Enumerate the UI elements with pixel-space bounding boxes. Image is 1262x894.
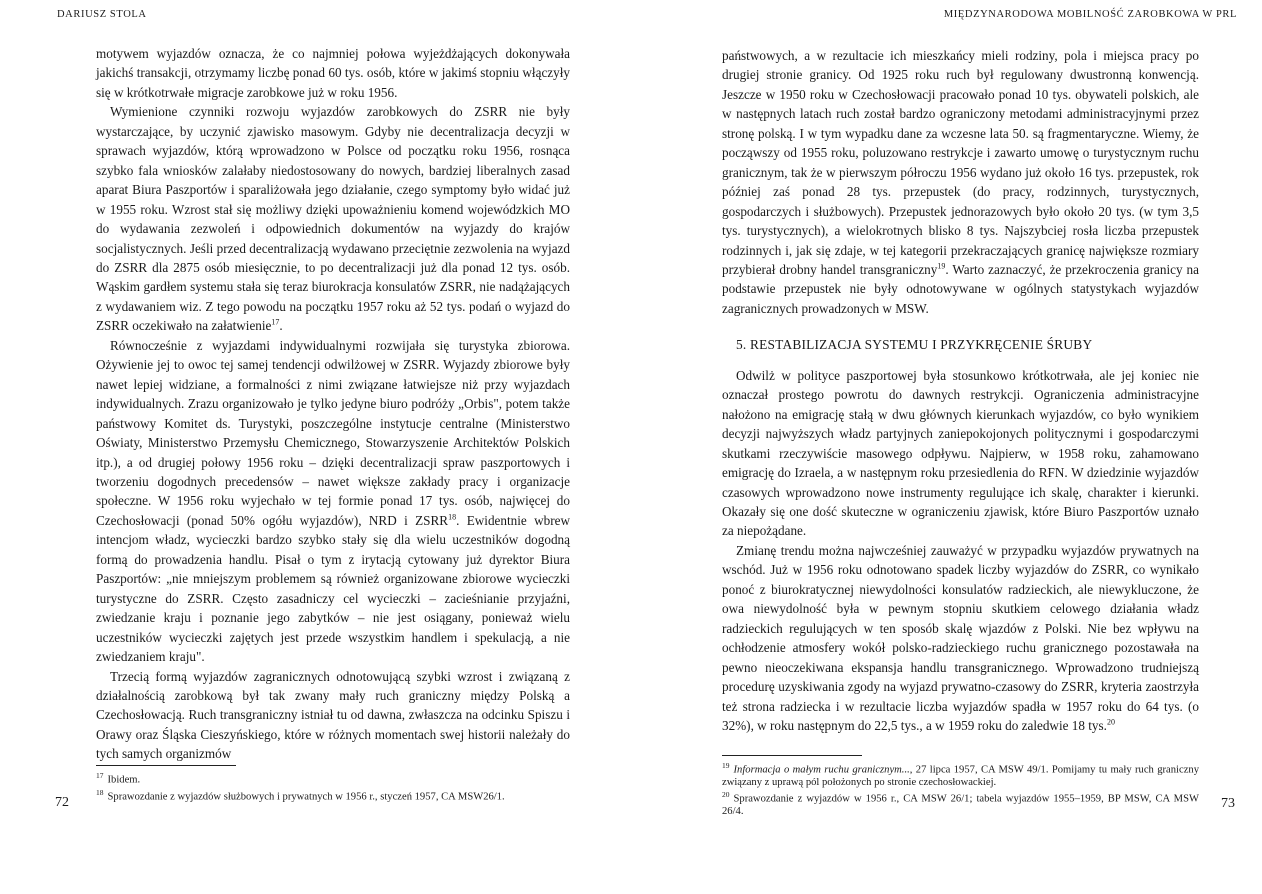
footnote-rule [96, 765, 236, 766]
footnote-rule [722, 755, 862, 756]
right-body-text [722, 46, 1199, 735]
footnote-ref: 17 [271, 317, 280, 327]
footnote-ref: 18 [448, 512, 457, 522]
left-body-text [96, 44, 570, 764]
paragraph: Zmianę trendu można najwcześniej zauważyć w przypadku wyjazdów prywatnych na wschód. Już w 1956 roku odnotowano spadek liczby wyjazdów do ZSRR, co wynikało ponoć z biurokratycznej niewydolności konsulatów radzieckich, ale niewykluczone, że owa niewydolność była w pewnym stopniu skutkiem celowego działania władz radzieckich regulujących w ten sposób skalę wjazdów z Polski. Nie bez wpływu na ochłodzenie atmosfery wokół polsko-radzieckiego ruchu granicznego pozostawała na pewno nieoczekiwana ekspansja handlu transgranicznego. Wprowadzono trudniejszą procedurę uzyskiwania zgody na wyjazd prywatno-czasowy do ZSRR, kryteria zaostrzyła też strona radziecka i w rezultacie liczba wyjazdów spadła w 1957 roku do 64 tys. (o 32%), w roku następnym do 22,5 tys., a w 1959 roku do zaledwie 18 tys.$^{20}$ [722, 542, 1199, 733]
footnote-ref: 19 [937, 261, 946, 271]
footnote: $^{19}$ Informacja o małym ruchu granicznym..., 27 lipca 1957, CA MSW 49/1. Pomijamy tu mały ruch graniczny związany z uprawą pól położonych po stronie czechosłowackiej. [722, 761, 1199, 788]
paragraph: Trzecią formą wyjazdów zagranicznych odnotowującą szybki wzrost i związaną z działalnością zarobkową był tak zwany mały ruch graniczny między Polską a Czechosłowacją. Ruch transgraniczny istniał tu od dawna, zwłaszcza na odcinku Spiszu i Orawy oraz Śląska Cieszyńskiego, które w różnych momentach swej historii należały do tych samych organizmów [96, 668, 570, 762]
paragraph: Równocześnie z wyjazdami indywidualnymi rozwijała się turystyka zbiorowa. Ożywienie jej to owoc tej samej tendencji odwilżowej w ZSRR. Wyjazdy zbiorowe były nawet lepiej widziane, a formalności z nimi związane łatwiejsze niż przy wyjazdach indywidualnych. Zrazu organizowało je tylko jedyne biuro podróży „Orbis", potem także państwowy Komitet ds. Turystyki, poszczególne instytucje centralne (Ministerstwo Oświaty, Ministerstwo Przemysłu Chemicznego, Stowarzyszenie Architektów Polskich itp.), a od drugiej połowy 1956 roku – dzięki decentralizacji spraw paszportowych i tworzeniu dogodnych precedensów – nawet większe zakłady pracy i organizacje społeczne. W 1956 roku wyjechało w tej formie ponad 17 tys. osób, najwięcej do Czechosłowacji (ponad 50% ogółu wyjazdów), NRD i ZSRR$^{18}$. Ewidentnie wbrew intencjom władz, wycieczki bardzo szybko stały się dla wielu uczestników dogodną formą do prowadzenia handlu. Pisał o tym z irytacją cytowany już dyrektor Biura Paszportów: „nie mniejszym problemem są również organizowane zbiorowe wycieczki turystyczne do ZSRR. Często zasadniczy cel wycieczki – zacieśnianie przyjaźni, zwiedzanie kraju i poznanie jego zabytków – nie jest osiągany, ponieważ wielu uczestników wycieczki zajętych jest przede wszystkim handlem i spekulacją, a nie zwiedzaniem kraju". [96, 337, 570, 665]
running-head-right: MIĘDZYNARODOWA MOBILNOŚĆ ZAROBKOWA W PRL [943, 9, 1237, 20]
footnote: $^{17}$ Ibidem. [96, 771, 141, 786]
paragraph: Wymienione czynniki rozwoju wyjazdów zarobkowych do ZSRR nie były wystarczające, by uczynić zjawisko masowym. Gdyby nie decentralizacja decyzji w sprawach wyjazdów, którą wprowadzono w Polsce od początku roku 1956, rosnąca szybko fala wniosków zalałaby niedostosowany do nowych, bardziej liberalnych zasad aparat Biura Paszportów i sparaliżowała jego działanie, czego symptomy było widać już w 1955 roku. Wzrost stał się możliwy dzięki upoważnieniu komend wojewódzkich MO do wydawania zezwoleń i odpowiednich dokumentów na wyjazdy do krajów socjalistycznych. Jeśli przed decentralizacją wydawano przeciętnie zezwolenia na wyjazd do ZSRR dla 2875 osób miesięcznie, to po decentralizacji już dla ponad 12 tys. osób. Wąskim gardłem systemu stała się teraz biurokracja konsulatów ZSRR, nie nadążających z wydawaniem wiz. Z tego powodu na początku 1957 roku aż 52 tys. podań o wyjazd do ZSRR oczekiwało na załatwienie$^{17}$. [96, 104, 570, 334]
paragraph: motywem wyjazdów oznacza, że co najmniej połowa wyjeżdżających dokonywała jakichś transakcji, otrzymamy liczbę ponad 60 tys. osób, które w jakimś stopniu włączyły się w krótkotrwałe migracje zarobkowe już w roku 1956. [96, 46, 570, 100]
paragraph: państwowych, a w rezultacie ich mieszkańcy mieli rodziny, pola i miejsca pracy po drugiej stronie granicy. Od 1925 roku ruch był regulowany dwustronną konwencją. Jeszcze w 1950 roku w Czechosłowacji pracowało ponad 10 tys. obywateli polskich, ale w następnych latach ruch został bardzo ograniczony metodami administracyjnymi przez stronę polską. I w tym wypadku dane za wczesne lata 50. są fragmentaryczne. Wiemy, że począwszy od 1955 roku, poluzowano restrykcje i zawarto umowę o turystycznym ruchu granicznym, tak że w pierwszym półroczu 1956 wydano już około 16 tys. przepustek, rok później zaś ponad 28 tys. przepustek (do pracy, rodzinnych, turystycznych, gospodarczych i służbowych). Przepustek jednorazowych było około 20 tys. (w tym 3,5 tys. turystycznych), a wielokrotnych blisko 8 tys. Najszybciej rosła liczba przepustek rodzinnych i, jak się zdaje, w tej kategorii przekraczających granicę największe rozmiary przybierał drobny handel transgraniczny$^{19}$. Warto zaznaczyć, że przekroczenia granicy na podstawie przepustek nie były odnotowywane w ogólnych statystykach wyjazdów zagranicznych prowadzonych w MSW. [722, 48, 1199, 316]
footnote-ref: 20 [1106, 717, 1115, 727]
page-number-right: 73 [1221, 796, 1235, 811]
section-heading: 5. RESTABILIZACJA SYSTEMU I PRZYKRĘCENIE ŚRUBY [736, 337, 1093, 353]
footnote: $^{20}$ Sprawozdanie z wyjazdów w 1956 r., CA MSW 26/1; tabela wyjazdów 1955–1959, BP MSW, CA MSW 26/4. [722, 790, 1199, 818]
right-footnotes [722, 760, 1199, 819]
left-footnotes [96, 770, 570, 804]
page-number-left: 72 [55, 795, 69, 810]
footnote: $^{18}$ Sprawozdanie z wyjazdów służbowych i prywatnych w 1956 r., styczeń 1957, CA MSW26/1. [96, 787, 505, 803]
paragraph: Odwilż w polityce paszportowej była stosunkowo krótkotrwała, ale jej koniec nie oznaczał prostego powrotu do dawnych restrykcji. Ograniczenia administracyjne nałożono na emigrację stałą w dwu głównych kierunkach wyjazdów, co było wynikiem decyzji najwyższych władz partyjnych zaniepokojonych politycznymi i gospodarczymi skutkami rzeczywiście masowego odpływu. Najpierw, w 1958 roku, zahamowano emigrację do Izraela, a w następnym roku przesiedlenia do RFN. W dziedzinie wyjazdów czasowych wprowadzono nowe instrumenty regulujące ich skalę, charakter i kierunki. Okazały się one dość skuteczne w ograniczeniu zjawisk, które Biuro Paszportów uznało za niepożądane. [722, 367, 1199, 539]
running-head-left: DARIUSZ STOLA [57, 9, 147, 20]
